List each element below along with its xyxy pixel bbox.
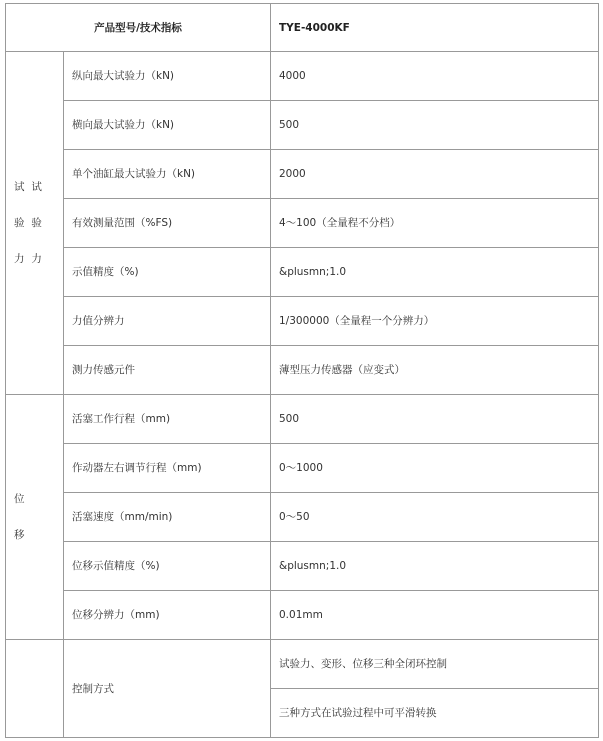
table-row [6,591,599,640]
group-displacement [6,395,64,640]
group-force-label-repeat: 试验力 [31,181,42,265]
row-label: 横向最大试验力（kN) [64,101,271,150]
header-model-label: 产品型号/技术指标 [6,4,271,52]
table-row [6,248,599,297]
row-value: 0～50 [271,493,599,542]
row-label: 测力传感元件 [64,346,271,395]
row-value: 4000 [271,52,599,101]
table-row [6,346,599,395]
row-label: 示值精度（%) [64,248,271,297]
header-row [6,4,599,52]
row-value: 500 [271,101,599,150]
table-row [6,542,599,591]
row-label: 位移分辨力（mm) [64,591,271,640]
group-control [6,640,64,738]
row-label: 力值分辨力 [64,297,271,346]
row-value: 4～100（全量程不分档） [271,199,599,248]
group-force [6,52,64,395]
table-row [6,101,599,150]
spec-table [5,3,599,738]
row-label: 有效测量范围（%FS) [64,199,271,248]
row-value: 0～1000 [271,444,599,493]
table-row [6,493,599,542]
table-row [6,150,599,199]
row-value: &plusmn;1.0 [271,248,599,297]
row-label: 作动器左右调节行程（mm) [64,444,271,493]
table-row [6,199,599,248]
row-value: 1/300000（全量程一个分辨力） [271,297,599,346]
row-label: 位移示值精度（%) [64,542,271,591]
row-value: 薄型压力传感器（应变式） [271,346,599,395]
table-row [6,297,599,346]
group-force-label: 试验力 [14,181,25,265]
row-value: 试验力、变形、位移三种全闭环控制 [271,640,599,689]
table-row [6,640,599,689]
row-value: &plusmn;1.0 [271,542,599,591]
row-label: 活塞工作行程（mm) [64,395,271,444]
table-row [6,444,599,493]
row-value: 2000 [271,150,599,199]
group-displacement-label: 位移 [14,493,25,541]
row-label: 控制方式 [64,640,271,738]
header-model-value: TYE-4000KF [271,4,599,52]
table-row [6,52,599,101]
row-label: 活塞速度（mm/min) [64,493,271,542]
row-value: 0.01mm [271,591,599,640]
row-value: 三种方式在试验过程中可平滑转换 [271,689,599,738]
row-label: 纵向最大试验力（kN) [64,52,271,101]
table-row [6,395,599,444]
row-value: 500 [271,395,599,444]
row-label: 单个油缸最大试验力（kN) [64,150,271,199]
